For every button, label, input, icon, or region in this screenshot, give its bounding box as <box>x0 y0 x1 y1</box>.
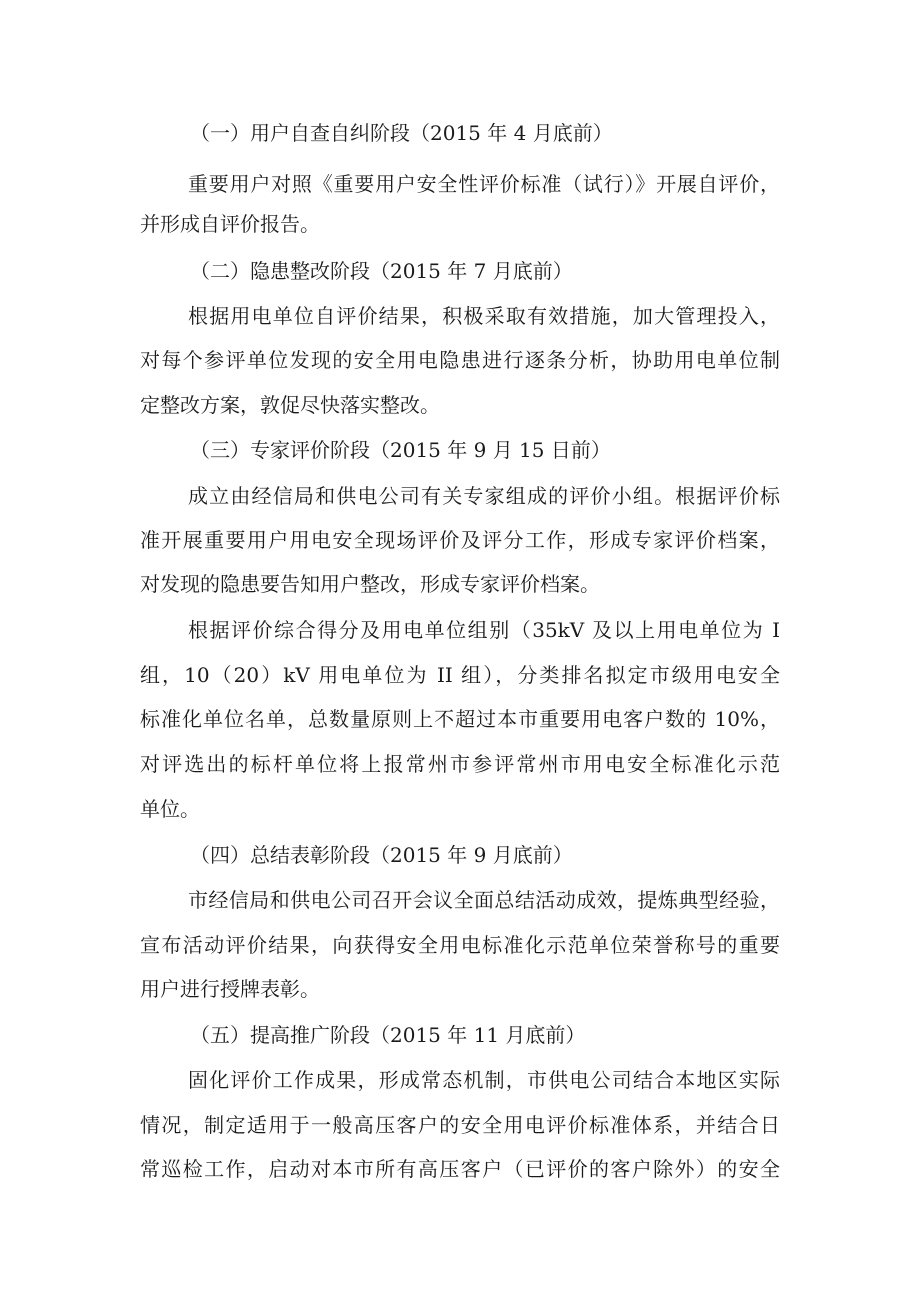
paragraph-line: 常巡检工作，启动对本市所有高压客户（已评价的客户除外）的安全 <box>140 1157 780 1181</box>
paragraph-line: 组，10（20）kV 用电单位为 II 组），分类排名拟定市级用电安全 <box>140 663 780 687</box>
paragraph-line: 成立由经信局和供电公司有关专家组成的评价小组。根据评价标 <box>188 484 780 508</box>
paragraph-line: 对每个参评单位发现的安全用电隐患进行逐条分析，协助用电单位制 <box>140 348 780 372</box>
section-heading-1: （一）用户自查自纠阶段（2015 年 4 月底前） <box>190 121 613 145</box>
section-heading-3: （三）专家评价阶段（2015 年 9 月 15 日前） <box>190 438 611 462</box>
paragraph-line: 固化评价工作成果，形成常态机制，市供电公司结合本地区实际 <box>188 1068 780 1092</box>
paragraph-line: 根据用电单位自评价结果，积极采取有效措施，加大管理投入， <box>188 304 780 328</box>
paragraph-line: 用户进行授牌表彰。 <box>140 977 320 1001</box>
paragraph-line: 准开展重要用户用电安全现场评价及评分工作，形成专家评价档案， <box>140 528 780 552</box>
paragraph-line: 重要用户对照《重要用户安全性评价标准（试行）》开展自评价， <box>188 172 780 196</box>
paragraph-line: 并形成自评价报告。 <box>140 212 320 236</box>
paragraph-line: 宣布活动评价结果，向获得安全用电标准化示范单位荣誉称号的重要 <box>140 933 780 957</box>
paragraph-line: 标准化单位名单，总数量原则上不超过本市重要用电客户数的 10%， <box>140 707 780 731</box>
paragraph-line: 对发现的隐患要告知用户整改，形成专家评价档案。 <box>140 572 600 596</box>
section-heading-5: （五）提高推广阶段（2015 年 11 月底前） <box>190 1023 586 1047</box>
section-heading-2: （二）隐患整改阶段（2015 年 7 月底前） <box>190 259 573 283</box>
paragraph-line: 情况，制定适用于一般高压客户的安全用电评价标准体系，并结合日 <box>140 1113 780 1137</box>
section-heading-4: （四）总结表彰阶段（2015 年 9 月底前） <box>190 843 573 867</box>
paragraph-line: 定整改方案，敦促尽快落实整改。 <box>140 393 440 417</box>
paragraph-line: 市经信局和供电公司召开会议全面总结活动成效，提炼典型经验， <box>188 888 780 912</box>
paragraph-line: 根据评价综合得分及用电单位组别（35kV 及以上用电单位为 I <box>188 618 780 642</box>
paragraph-line: 对评选出的标杆单位将上报常州市参评常州市用电安全标准化示范 <box>140 752 780 776</box>
paragraph-line: 单位。 <box>140 797 200 821</box>
